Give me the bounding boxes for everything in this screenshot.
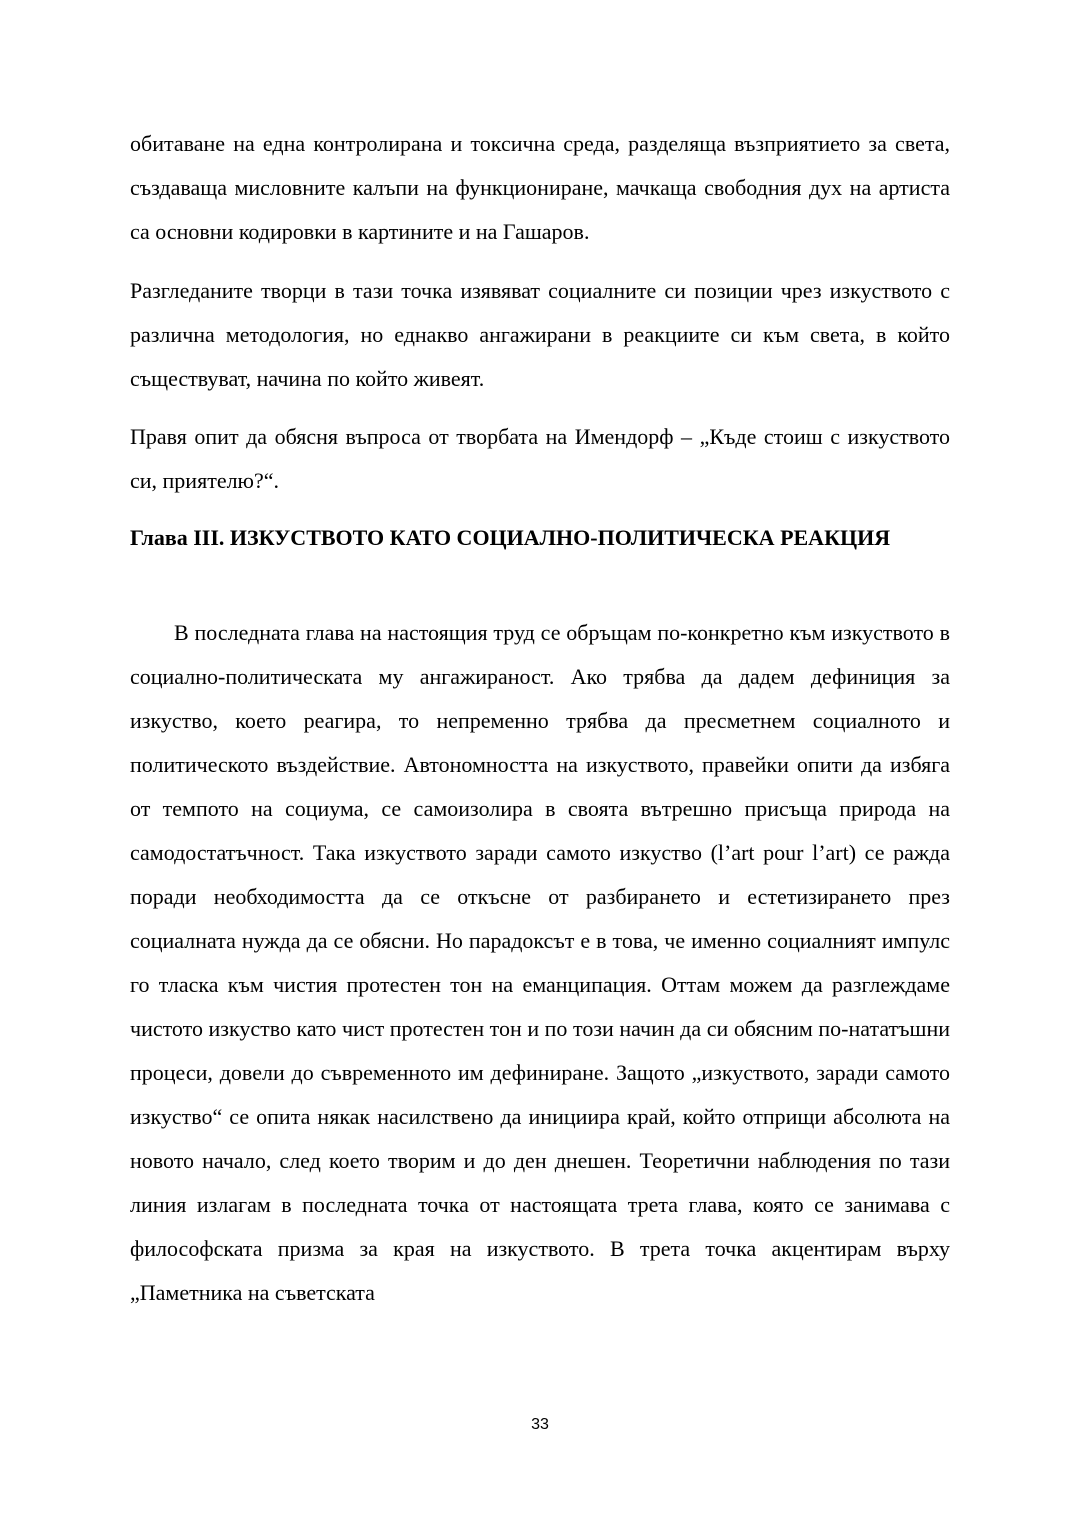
- body-paragraph: Разгледаните творци в тази точка изявяват социалните си позиции чрез изкуството с различна методология, но еднакво ангажирани в реакциите си към света, в който съществуват, начина по който живеят.: [130, 278, 950, 391]
- chapter-intro-paragraph: В последната глава на настоящия труд се обръщам по-конкретно към изкуството в социално-политическата му ангажираност. Ако трябва да дадем дефиниция за изкуство, което реагира, то непременно трябва да пресметнем социалното и политическото въздействие. Автономността на изкуството, правейки опити да избяга от темпото на социума, се самоизолира в своята вътрешно присъща природа на самодостатъчност. Така изкуството заради самото изкуство (l’art pour l’art) се ражда поради необходимостта да се откъсне от разбирането и естетизирането през социалната нужда да се обясни. Но парадоксът е в това, че именно социалният импулс го тласка към чистия протестен тон на еманципация. Оттам можем да разглеждаме чистото изкуство като чист протестен тон и по този начин да си обясним по-нататъшни процеси, довели до съвременното им дефиниране. Защото „изкуството, заради самото изкуство“ се опита някак насилствено да инициира край, който отприщи абсолюта на новото начало, след което творим и до ден днешен. Теоретични наблюдения по тази линия излагам в последната точка от настоящата трета глава, която се занимава с философската призма за края на изкуството. В трета точка акцентирам върху „Паметника на съветската: [130, 620, 950, 1305]
- body-paragraph: Правя опит да обясня въпроса от творбата на Имендорф – „Къде стоиш с изкуството си, приятелю?“.: [130, 424, 950, 493]
- chapter-heading: Глава III. ИЗКУСТВОТО КАТО СОЦИАЛНО-ПОЛИТИЧЕСКА РЕАКЦИЯ: [130, 525, 891, 550]
- page-number: 33: [531, 1416, 549, 1433]
- body-paragraph: обитаване на една контролирана и токсична среда, разделяща възприятието за света, създаваща мисловните калъпи на функциониране, мачкаща свободния дух на артиста са основни кодировки в картините и на Гашаров.: [130, 131, 950, 244]
